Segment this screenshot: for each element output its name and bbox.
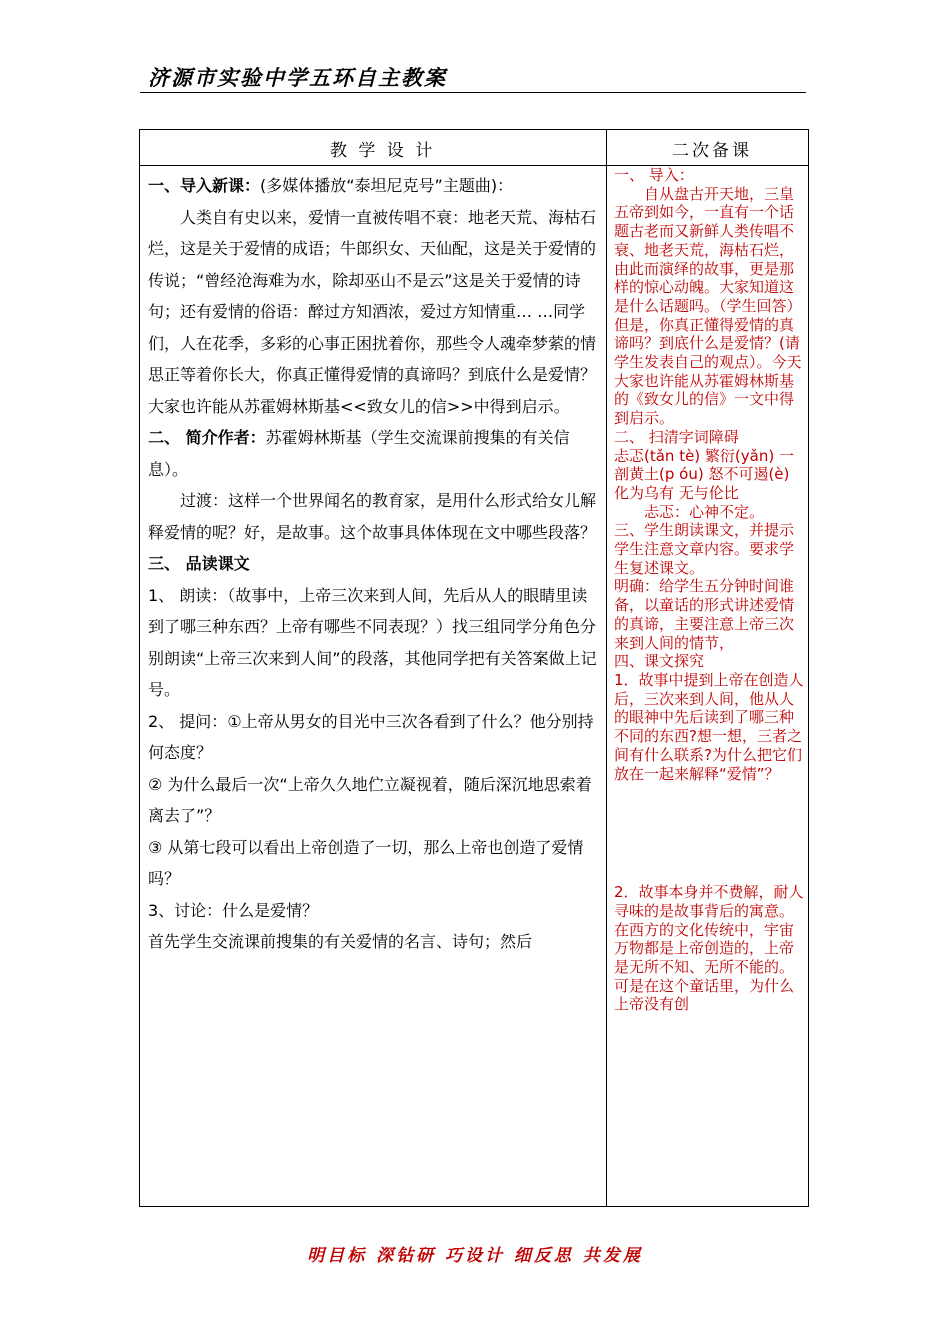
section-author-heading: 二、 简介作者：: [148, 428, 266, 447]
section-intro-heading: 一、导入新课：: [148, 176, 261, 195]
section-intro-body: 人类自有史以来，爱情一直被传唱不衰：地老天荒、海枯石烂，这是关于爱情的成语；牛郎织女、天仙配，这是关于爱情的传说；“曾经沧海难为水，除却巫山不是云”这是关于爱情的诗句；还有爱情的俗语：醉过方知酒浓，爱过方知情重… …同学们，人在花季，多彩的心事正困扰着你，那些令人魂牵梦萦的情思正等着你长大，你真正懂得爱情的真谛吗？到底什么是爱情？大家也许能从苏霍姆林斯基<<致女儿的信>>中得到启示。: [148, 207, 597, 416]
section-author: [148, 422, 601, 485]
note-explore-heading: 四、课文探究: [614, 652, 705, 671]
note-intro-heading: 一、 导入：: [614, 166, 694, 184]
school-header-title: 济源市实验中学五环自主教案: [148, 65, 447, 90]
note-vocab-heading: 二、 扫清字词障碍: [614, 427, 739, 446]
note-vocab-definition: 忐忑：心神不定。: [644, 502, 765, 521]
revision-notes-column: [614, 166, 804, 1206]
note-intro-body: 自从盘古开天地，三皇五帝到如今，一直有一个话题古老而又新鲜人类传唱不衰、地老天荒，海枯石烂，由此而演绎的故事，更是那样的惊心动魄。大家知道这是什么话题吗。（学生回答） 但是，你真正懂得爱情的真谛吗？到底什么是爱情？(请学生发表自己的观点）。今天大家也许能从苏霍姆林斯基的《致女儿的信》一文中得到启示。: [614, 184, 802, 428]
section-author-note: 苏霍姆林斯基（学生交流课前搜集的有关信息）。: [148, 428, 570, 479]
note-explore-q2: 2．故事本身并不费解，耐人寻味的是故事背后的寓意。在西方的文化传统中，宇宙万物都是上帝创造的，上帝是无所不知、无所不能的。可是在这个童话里，为什么上帝没有创: [614, 883, 804, 1014]
reading-item-2: 2、 提问：①上帝从男女的目光中三次各看到了什么？他分别持何态度？: [148, 711, 594, 762]
section-reading-heading: 三、 品读课文: [148, 554, 250, 573]
note-vocab-body: 忐忑(tǎn tè) 繁衍(yǎn) 一剖黄土(p óu) 怒不可遏(è) 化为乌有 无与伦比: [614, 446, 794, 502]
note-read-aloud: 三、学生朗读课文，并提示学生注意文章内容。要求学生复述课文。: [614, 521, 795, 577]
section-author-body: 过渡：这样一个世界闻名的教育家，是用什么形式给女儿解释爱情的呢？好，是故事。这个故事具体体现在文中哪些段落？: [148, 491, 597, 542]
teaching-design-column: [148, 170, 601, 1205]
note-spacer: [614, 783, 804, 883]
note-explore-q1: 1．故事中提到上帝在创造人后，三次来到人间，他从人的眼神中先后读到了哪三种不同的东西?想一想，三者之间有什么联系?为什么把它们放在一起来解释“爱情”？: [614, 670, 804, 783]
column-divider: [606, 129, 607, 1207]
column-header-revision: 二次备课: [672, 141, 752, 161]
section-intro-note: (多媒体播放“泰坦尼克号”主题曲)：: [260, 176, 514, 195]
footer-motto: 明目标 深钻研 巧设计 细反思 共发展: [307, 1246, 643, 1266]
reading-item-2c: ③ 从第七段可以看出上帝创造了一切，那么上帝也创造了爱情吗？: [148, 837, 584, 888]
reading-item-3b: 首先学生交流课前搜集的有关爱情的名言、诗句；然后: [148, 932, 533, 951]
reading-item-1: 1、 朗读：（故事中，上帝三次来到人间，先后从人的眼睛里读到了哪三种东西？上帝有哪些不同表现？）找三组同学分角色分别朗读“上帝三次来到人间”的段落，其他同学把有关答案做上记号。: [148, 585, 597, 699]
reading-item-2b: ② 为什么最后一次“上帝久久地伫立凝视着，随后深沉地思索着离去了”？: [148, 774, 592, 825]
section-intro: [148, 170, 601, 202]
note-read-aloud-clarify: 明确：给学生五分钟时间谁备，以童话的形式讲述爱情的真谛，主要注意上帝三次来到人间的情节，: [614, 577, 795, 652]
reading-item-3: 3、讨论：什么是爱情？: [148, 900, 319, 920]
column-header-design: 教 学 设 计: [330, 141, 436, 161]
header-rule: [140, 92, 806, 93]
